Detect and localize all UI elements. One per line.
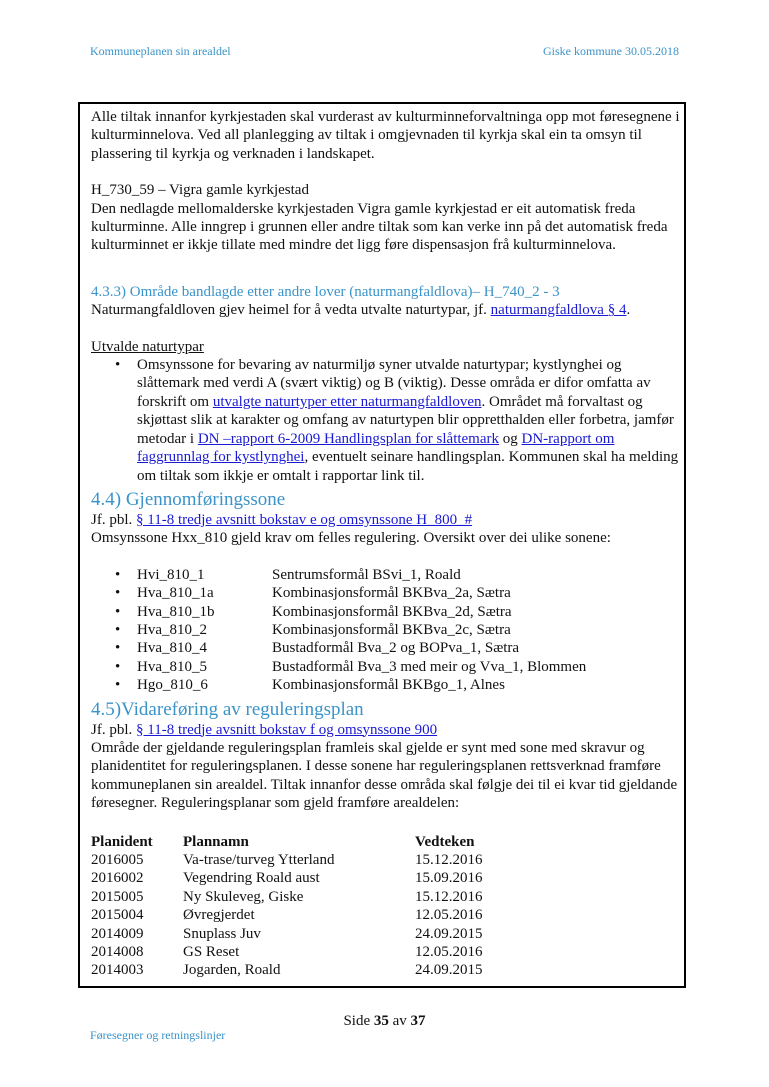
bullet-icon: • [115, 357, 121, 374]
section-4-5-heading: 4.5)Vidareføring av reguleringsplan [91, 698, 364, 720]
current-page: 35 [373, 1013, 389, 1029]
utvalde-naturtypar-heading: Utvalde naturtypar [91, 338, 204, 355]
section-4-4-text: Omsynssone Hxx_810 gjeld krav om felles regulering. Oversikt over dei ulike sonene: [91, 530, 611, 547]
page-number: Side 35 av 37 [343, 1013, 426, 1029]
table-row: 2014009 Snuplass Juv 24.09.2015 [91, 925, 483, 942]
footer-left: Føresegner og retningslinjer [90, 1028, 226, 1042]
table-row: 2015004 Øvregjerdet 12.05.2016 [91, 907, 483, 924]
section-4-5-reference: Jf. pbl. § 11-8 tredje avsnitt bokstav f og omsynssone 900 [91, 721, 438, 738]
table-row: 2014008 GS Reset 12.05.2016 [91, 944, 483, 961]
section-4-4-reference: Jf. pbl. § 11-8 tredje avsnitt bokstav e og omsynssone H_800_# [91, 511, 473, 528]
list-item: • Hgo_810_6 Kombinasjonsformål BKBgo_1, Alnes [115, 677, 505, 694]
list-item: • Hvi_810_1 Sentrumsformål BSvi_1, Roald [115, 566, 461, 583]
list-item: • Hva_810_5 Bustadformål Bva_3 med meir og Vva_1, Blommen [115, 658, 587, 675]
bullet-icon: • [115, 621, 121, 638]
zone-list [91, 566, 681, 695]
list-item: • Hva_810_1b Kombinasjonsformål BKBva_2d, Sætra [115, 603, 512, 620]
bullet-icon: • [115, 658, 121, 675]
section-4-4-heading: 4.4) Gjennomføringssone [91, 488, 286, 510]
dn-rapport-kystlynghei-link[interactable]: DN-rapport om faggrunnlag for kystlynghei [137, 430, 615, 466]
list-item: • Omsynssone for bevaring av naturmiljø syner utvalde naturtypar; kystlynghei og slåttemark med verdi A (svært viktig) og B (viktig). Desse områda er difor omfatta av forskrift om utvalgte naturtyper etter naturmangfaldloven. Området må forvaltast og skjøttast slik at karakter og omfang av naturtypen blir oppretthalden eller forbetra, jamfør metodar i DN –rapport 6-2009 Handlingsplan for slåttemark og DN-rapport om faggrunnlag for kystlynghei, eventuelt seinare handlingsplan. Kommunen skal ha melding om tiltak som ikkje er omtalt i rapportar link til. [115, 357, 679, 484]
pbl-11-8-f-link[interactable]: § 11-8 tredje avsnitt bokstav f og omsynssone 900 [136, 721, 438, 738]
section-4-5-text: Område der gjeldande reguleringsplan framleis skal gjelde er synt med sone med skravur og planidentitet for reguleringsplanen. I desse sonene har reguleringsplanen rettsverknad framføre kommuneplanen sin arealdel. Tiltak innanfor desse områda skal følgje dei til ei kvar tid gjeldande føresegner. Reguleringsplanar som gjeld framføre arealdelen: [91, 739, 678, 812]
dn-rapport-slattemark-link[interactable]: DN –rapport 6-2009 Handlingsplan for slåttemark [197, 430, 500, 447]
document-body [91, 108, 681, 980]
list-item: • Hva_810_2 Kombinasjonsformål BKBva_2c, Sætra [115, 621, 511, 638]
list-item: • Hva_810_4 Bustadformål Bva_2 og BOPva_1, Sætra [115, 640, 520, 657]
table-row: 2015005 Ny Skuleveg, Giske 15.12.2016 [91, 888, 483, 905]
header-left: Kommuneplanen sin arealdel [90, 44, 231, 58]
bullet-icon: • [115, 640, 121, 657]
table-row: 2016002 Vegendring Roald aust 15.09.2016 [91, 870, 483, 887]
column-header: Plannamn [183, 833, 249, 850]
pbl-11-8-e-link[interactable]: § 11-8 tredje avsnitt bokstav e og omsynssone H_800_# [136, 511, 473, 528]
plan-table [91, 833, 483, 980]
section-4-3-3-heading: 4.3.3) Område bandlagde etter andre lover (naturmangfaldlova)– H_740_2 - 3 [91, 283, 560, 300]
table-header-row [91, 833, 483, 851]
vigra-text: Den nedlagde mellomalderske kyrkjestaden Vigra gamle kyrkjestad er eit automatisk freda kulturminne. Alle inngrep i grunnen eller andre tiltak som kan verke inn på det automatisk freda kulturminnet er ikkje tillate med mindre det ligg føre dispensasjon frå kulturminnelova. [91, 200, 668, 254]
bullet-icon: • [115, 677, 121, 694]
total-pages: 37 [410, 1013, 426, 1029]
column-header: Vedteken [415, 833, 475, 850]
bullet-icon: • [115, 585, 121, 602]
section-4-3-3-text: Naturmangfaldloven gjev heimel for å vedta utvalte naturtypar, jf. naturmangfaldlova § 4. [91, 302, 631, 319]
column-header: Planident [91, 833, 153, 850]
naturmangfaldlova-link[interactable]: naturmangfaldlova § 4 [490, 302, 627, 319]
bullet-icon: • [115, 566, 121, 583]
list-item: • Hva_810_1a Kombinasjonsformål BKBva_2a, Sætra [115, 585, 511, 602]
vigra-title: H_730_59 – Vigra gamle kyrkjestad [91, 182, 309, 199]
bullet-icon: • [115, 603, 121, 620]
utvalgte-naturtyper-link[interactable]: utvalgte naturtyper etter naturmangfaldloven [212, 393, 482, 410]
header-right: Giske kommune 30.05.2018 [543, 44, 679, 58]
table-row: 2014003 Jogarden, Roald 24.09.2015 [91, 962, 483, 979]
table-row: 2016005 Va-trase/turveg Ytterland 15.12.2016 [91, 852, 483, 868]
paragraph-kyrkjestad: Alle tiltak innanfor kyrkjestaden skal vurderast av kulturminneforvaltninga opp mot føresegnene i kulturminnelova. Ved all planlegging av tiltak i omgjevnaden til kyrkja skal ein ta omsyn til plassering til kyrkja og verknaden i landskapet. [91, 109, 680, 162]
